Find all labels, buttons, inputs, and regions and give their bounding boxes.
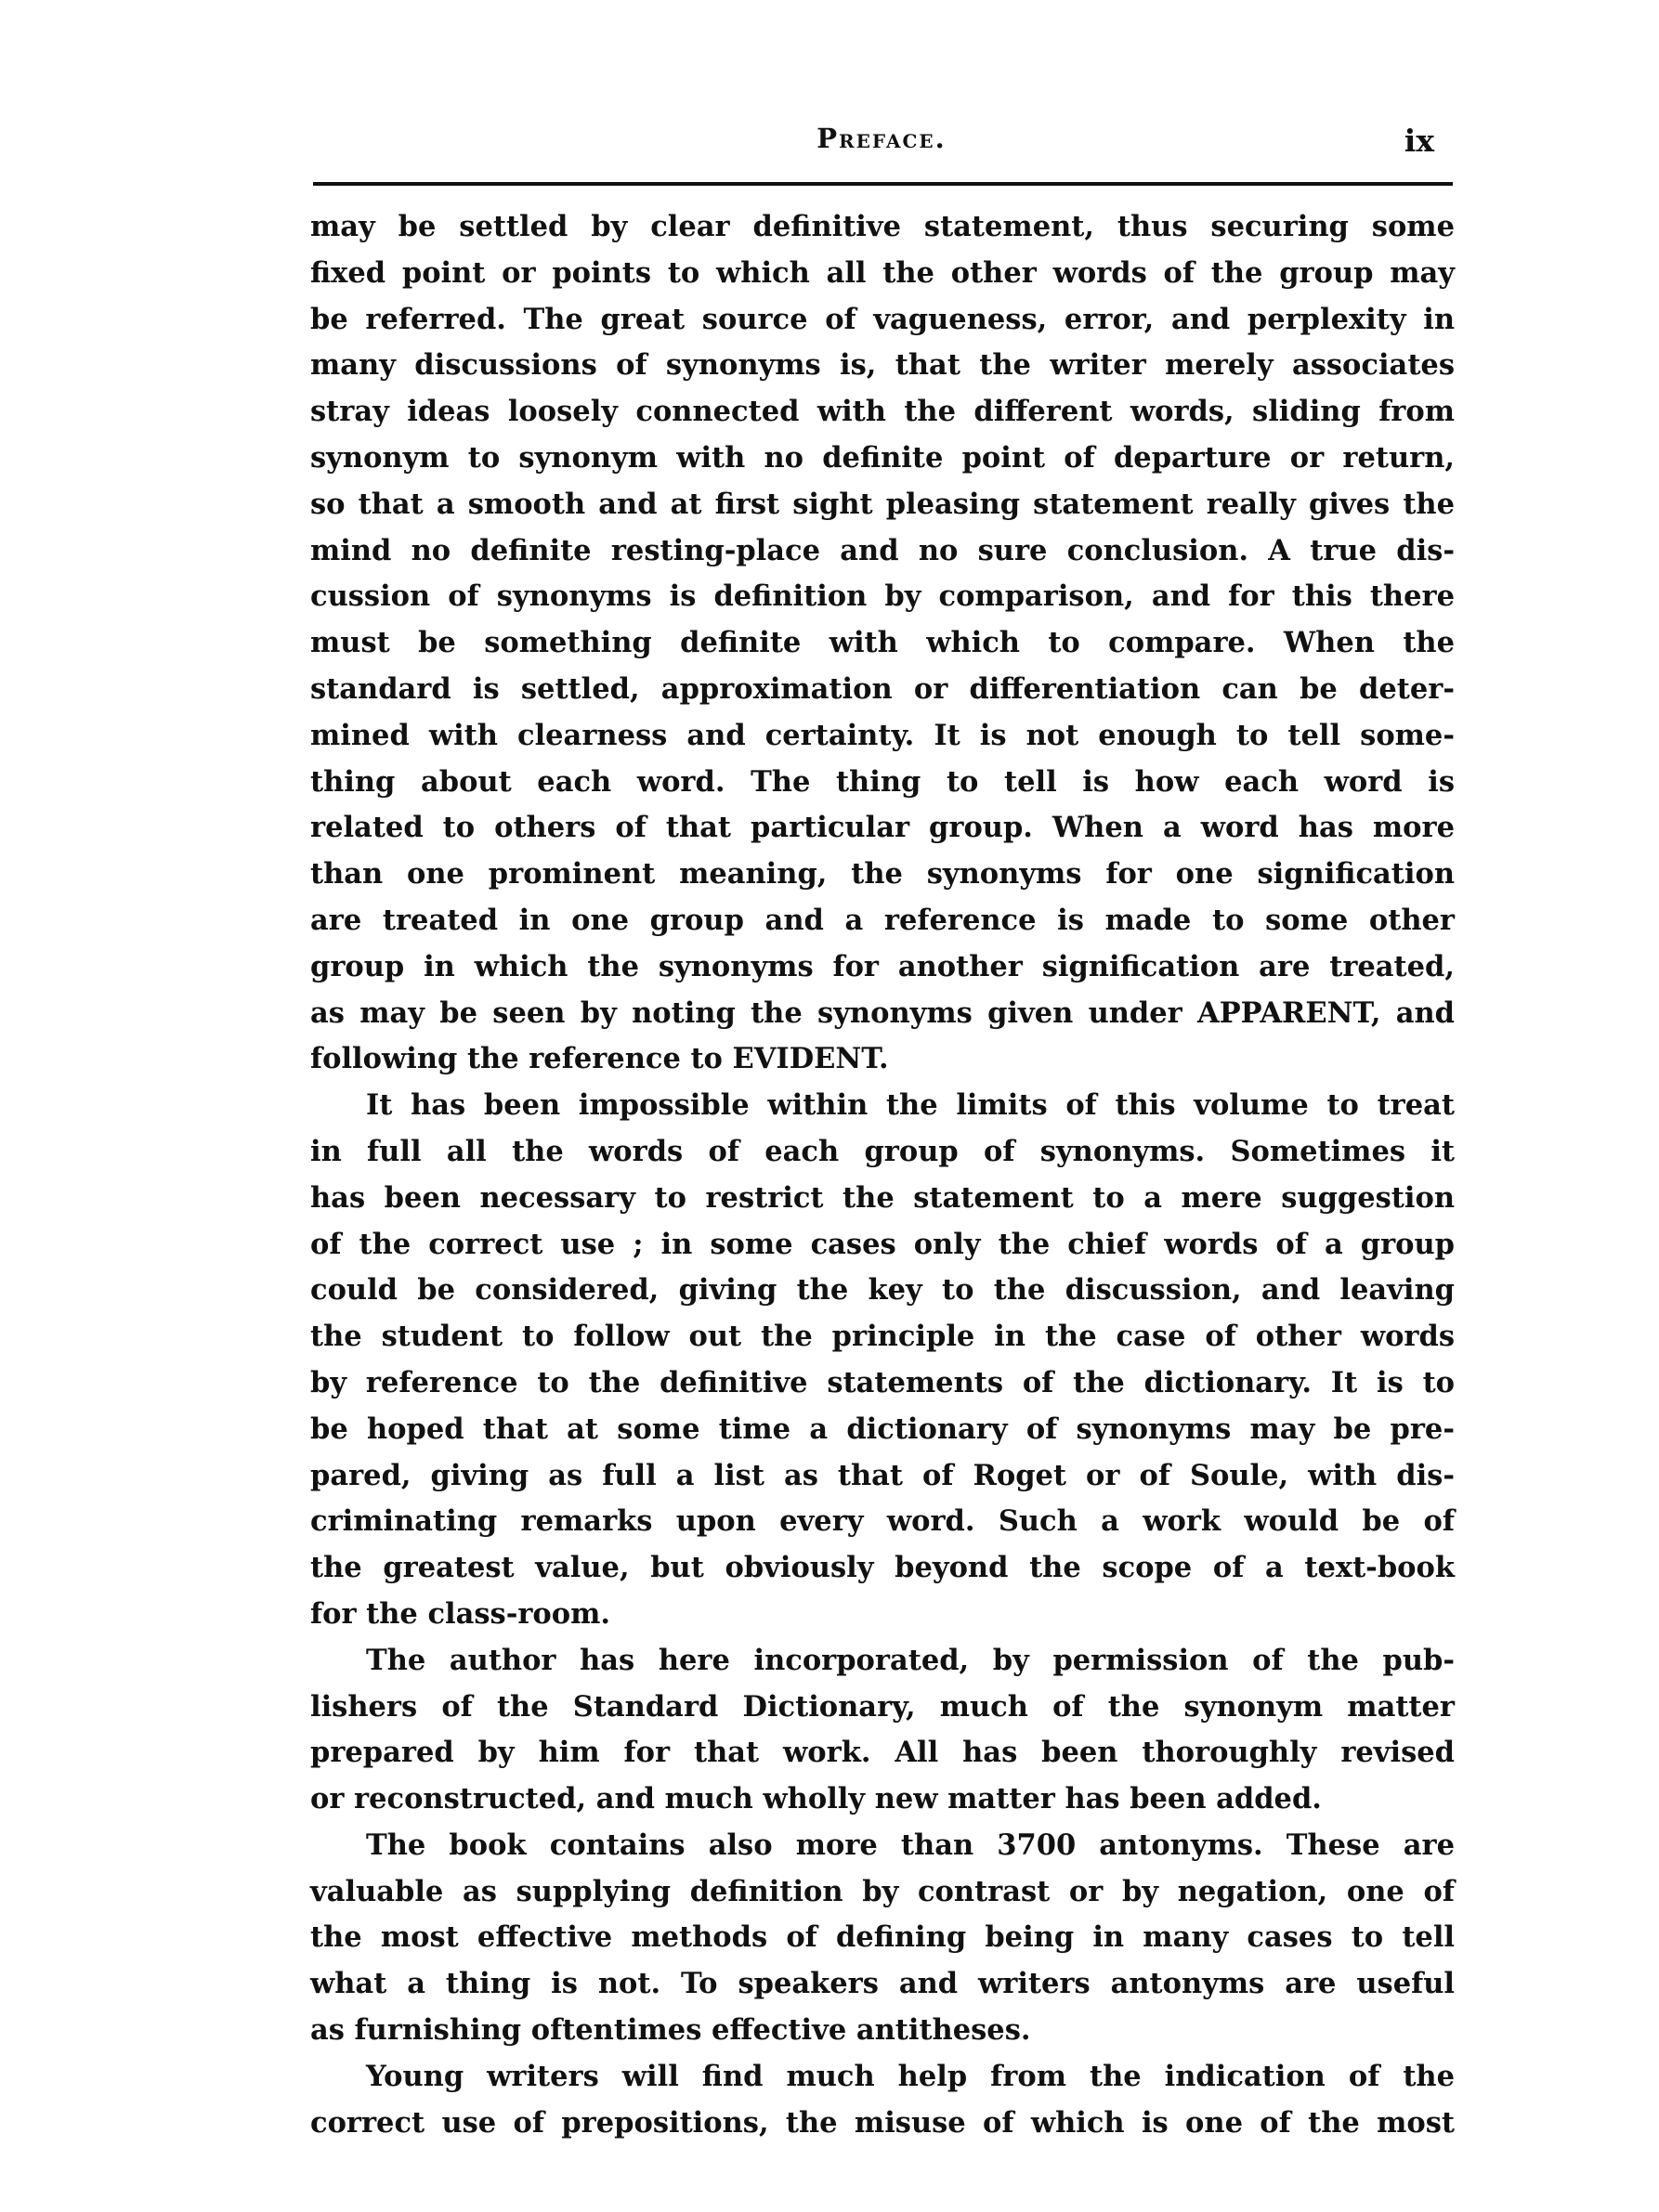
text-line: prepared by him for that work. All has been thoroughly revised (310, 1736, 1455, 1770)
text-line: correct use of prepositions, the misuse of which is one of the most (310, 2105, 1455, 2140)
text-line: mined with clearness and certainty. It is not enough to tell some- (310, 718, 1455, 752)
text-line: than one prominent meaning, the synonyms for one signification (310, 857, 1455, 891)
text-line: cussion of synonyms is definition by comparison, and for this there (310, 579, 1455, 614)
text-line: as may be seen by noting the synonyms given under APPARENT, and (310, 995, 1455, 1030)
text-line: what a thing is not. To speakers and writers antonyms are useful (310, 1967, 1455, 2001)
text-line: criminating remarks upon every word. Such a work would be of (310, 1504, 1455, 1539)
text-line: the student to follow out the principle in the case of other words (310, 1320, 1455, 1354)
text-line: mind no definite resting-place and no sure conclusion. A true dis- (310, 533, 1455, 567)
text-line: could be considered, giving the key to the discussion, and leaving (310, 1273, 1455, 1308)
text-line: stray ideas loosely connected with the different words, sliding from (310, 395, 1455, 429)
text-line: following the reference to EVIDENT. (310, 1042, 889, 1076)
text-line: by reference to the definitive statements of the dictionary. It is to (310, 1365, 1455, 1399)
text-line: It has been impossible within the limits of this volume to treat (366, 1088, 1455, 1123)
text-line: has been necessary to restrict the statement to a mere suggestion (310, 1180, 1455, 1215)
text-line: standard is settled, approximation or differentiation can be deter- (310, 671, 1455, 706)
text-line: lishers of the Standard Dictionary, much of the synonym matter (310, 1689, 1455, 1724)
text-line: in full all the words of each group of synonyms. Sometimes it (310, 1134, 1455, 1168)
text-line: related to others of that particular group. When a word has more (310, 811, 1455, 845)
running-head: Preface. (816, 123, 947, 154)
text-line: fixed point or points to which all the other words of the group may (310, 255, 1455, 290)
header-rule (313, 182, 1453, 186)
text-line: the greatest value, but obviously beyond the scope of a text-book (310, 1551, 1455, 1585)
text-line: pared, giving as full a list as that of Roget or of Soule, with dis- (310, 1458, 1455, 1492)
text-line: for the class-room. (310, 1596, 611, 1631)
page-number: ix (1404, 123, 1434, 159)
page-header (310, 123, 1453, 180)
text-line: be referred. The great source of vagueness, error, and perplexity in (310, 302, 1455, 336)
text-line: Young writers will find much help from the indication of the (366, 2059, 1455, 2093)
text-line: so that a smooth and at first sight pleasing statement really gives the (310, 487, 1455, 521)
text-line: synonym to synonym with no definite point of departure or return, (310, 440, 1455, 475)
text-line: valuable as supplying definition by contrast or by negation, one of (310, 1874, 1455, 1908)
text-line: thing about each word. The thing to tell is how each word is (310, 764, 1455, 799)
text-line: must be something definite with which to compare. When the (310, 626, 1455, 660)
text-line: are treated in one group and a reference is made to some other (310, 903, 1455, 937)
body-text (310, 204, 1455, 2146)
text-line: many discussions of synonyms is, that the writer merely associates (310, 348, 1455, 383)
text-line: the most effective methods of defining being in many cases to tell (310, 1920, 1455, 1955)
text-line: The author has here incorporated, by permission of the pub- (366, 1643, 1455, 1677)
text-line: as furnishing oftentimes effective antitheses. (310, 2013, 1031, 2048)
text-line: may be settled by clear definitive statement, thus securing some (310, 210, 1455, 243)
text-line: of the correct use ; in some cases only the chief words of a group (310, 1227, 1455, 1261)
text-line: group in which the synonyms for another signification are treated, (310, 949, 1455, 983)
text-line: be hoped that at some time a dictionary of synonyms may be pre- (310, 1412, 1455, 1446)
text-line: or reconstructed, and much wholly new matter has been added. (310, 1782, 1322, 1816)
text-line: The book contains also more than 3700 antonyms. These are (366, 1828, 1455, 1862)
